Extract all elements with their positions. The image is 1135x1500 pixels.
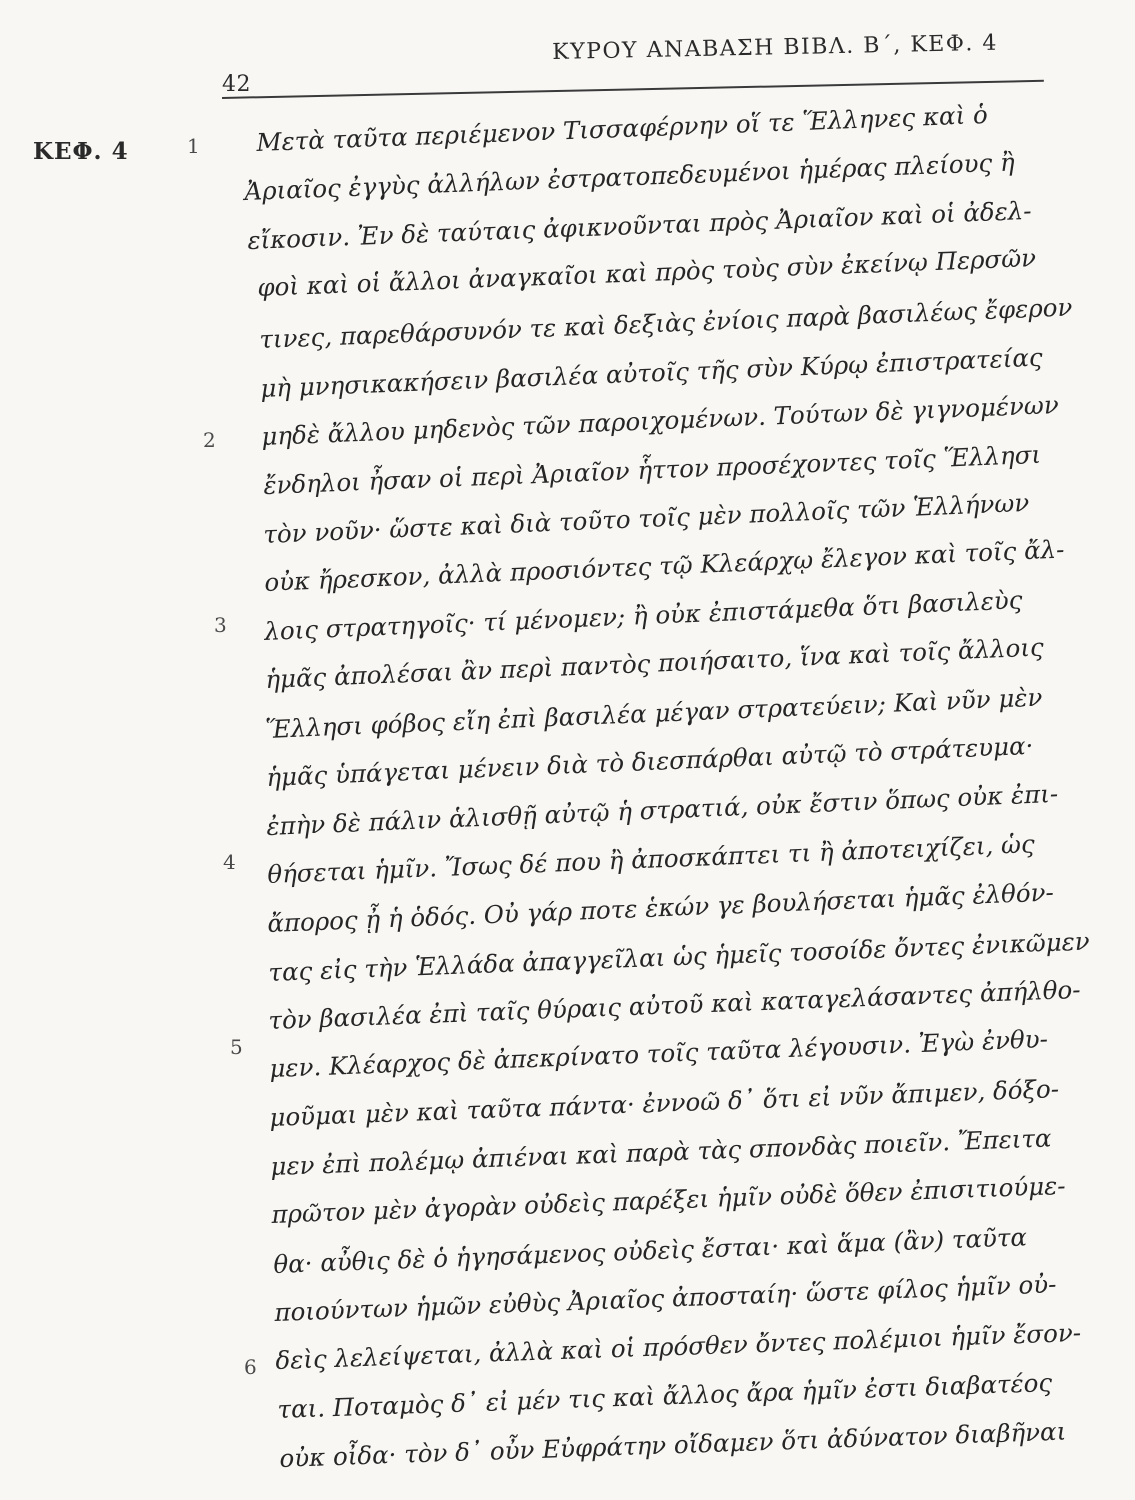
text-line: τας εἰς τὴν Ἑλλάδα ἀπαγγεῖλαι ὡς ἡμεῖς τοσοίδε ὄντες ἐνικῶμεν (267, 926, 1091, 987)
text-line: θήσεται ἡμῖν. Ἴσως δέ που ἢ ἀποσκάπτει τι ἢ ἀποτειχίζει, ὡς (266, 829, 1036, 889)
running-head: ΚΥΡΟΥ ΑΝΑΒΑΣΗ ΒΙΒΛ. Β΄, ΚΕΦ. 4 (552, 30, 999, 65)
text-line: μεν. Κλέαρχος δὲ ἀπεκρίνατο τοῖς ταῦτα λέγουσιν. Ἐγὼ ἐνθυ- (268, 1024, 1049, 1083)
text-line: θα· αὖθις δὲ ὁ ἡγησάμενος οὐδεὶς ἔσται· καὶ ἅμα (ἂν) ταῦτα (272, 1222, 1028, 1279)
text-line: εἴκοσιν. Ἐν δὲ ταύταις ἀφικνοῦνται πρὸς Ἀριαῖον καὶ οἱ ἀδελ- (246, 195, 1033, 255)
text-line: ἐπὴν δὲ πάλιν ἁλισθῇ αὐτῷ ἡ στρατιά, οὐκ ἔστιν ὅπως οὐκ ἐπι- (265, 778, 1059, 841)
text-line: λοις στρατηγοῖς· τί μένομεν; ἢ οὐκ ἐπιστάμεθα ὅτι βασιλεὺς (263, 585, 1023, 646)
text-line: τὸν νοῦν· ὥστε καὶ διὰ τοῦτο τοῖς μὲν πολλοῖς τῶν Ἑλλήνων (262, 487, 1030, 549)
page-number: 42 (222, 72, 251, 97)
section-number: 3 (214, 613, 227, 637)
text-line: μὴ μνησικακήσειν βασιλέα αὐτοῖς τῆς σὺν Κύρῳ ἐπιστρατείας (259, 342, 1044, 403)
text-line: ποιούντων ἡμῶν εὐθὺς Ἀριαῖος ἀποσταίη· ὥστε φίλος ἡμῖν οὐ- (273, 1269, 1057, 1327)
text-line: τὸν βασιλέα ἐπὶ ταῖς θύραις αὐτοῦ καὶ καταγελάσαντες ἀπήλθο- (267, 974, 1082, 1035)
text-line: τινες, παρεθάρσυνόν τε καὶ δεξιὰς ἐνίοις παρὰ βασιλέως ἔφερον (258, 292, 1073, 354)
text-line: Ἀριαῖος ἐγγὺς ἀλλήλων ἐστρατοπεδευμένοι ἡμέρας πλείους ἢ (243, 147, 1016, 206)
text-line: ἔνδηλοι ἦσαν οἱ περὶ Ἀριαῖον ἧττον προσέχοντες τοῖς Ἕλλησι (262, 439, 1042, 500)
text-line: πρῶτον μὲν ἀγορὰν οὐδεὶς παρέξει ἡμῖν οὐδὲ ὅθεν ἐπισιτιούμε- (270, 1170, 1067, 1229)
text-line: ται. Ποταμὸς δ᾽ εἰ μέν τις καὶ ἄλλος ἄρα ἡμῖν ἐστι διαβατέος (276, 1367, 1053, 1424)
text-line: φοὶ καὶ οἱ ἄλλοι ἀναγκαῖοι καὶ πρὸς τοὺς σὺν ἐκείνῳ Περσῶν (256, 243, 1037, 302)
text-line: οὐκ ἤρεσκον, ἀλλὰ προσιόντες τῷ Κλεάρχῳ ἔλεγον καὶ τοῖς ἄλ- (263, 534, 1065, 597)
text-line: Ἕλλησι φόβος εἴη ἐπὶ βασιλέα μέγαν στρατεύειν; Καὶ νῦν μὲν (264, 682, 1043, 744)
section-number: 1 (187, 134, 200, 158)
chapter-label: ΚΕΦ. 4 (33, 138, 129, 165)
text-line: μοῦμαι μὲν καὶ ταῦτα πάντα· ἐννοῶ δ᾽ ὅτι εἰ νῦν ἄπιμεν, δόξο- (268, 1074, 1060, 1132)
text-line: οὐκ οἶδα· τὸν δ᾽ οὖν Εὐφράτην οἴδαμεν ὅτι ἀδύνατον διαβῆναι (278, 1416, 1067, 1473)
section-number: 2 (203, 428, 216, 452)
section-number: 6 (244, 1355, 257, 1379)
text-line: ἡμᾶς ἀπολέσαι ἂν περὶ παντὸς ποιήσαιτο, ἵνα καὶ τοῖς ἄλλοις (264, 632, 1045, 694)
text-line: μηδὲ ἄλλου μηδενὸς τῶν παροιχομένων. Τούτων δὲ γιγνομένων (260, 390, 1060, 451)
text-line: μεν ἐπὶ πολέμῳ ἀπιέναι καὶ παρὰ τὰς σπονδὰς ποιεῖν. Ἔπειτα (269, 1123, 1052, 1181)
text-line: ἡμᾶς ὑπάγεται μένειν διὰ τὸ διεσπάρθαι αὐτῷ τὸ στράτευμα· (265, 730, 1034, 792)
text-line: ἄπορος ᾖ ἡ ὁδός. Οὐ γάρ ποτε ἑκών γε βουλήσεται ἡμᾶς ἐλθόν- (266, 877, 1055, 938)
text-line: Μετὰ ταῦτα περιέμενον Τισσαφέρνην οἵ τε Ἕλληνες καὶ ὁ (255, 99, 989, 157)
section-number: 4 (223, 850, 236, 874)
section-number: 5 (230, 1035, 243, 1059)
text-line: δεὶς λελείψεται, ἀλλὰ καὶ οἱ πρόσθεν ὄντες πολέμιοι ἡμῖν ἔσον- (274, 1317, 1082, 1375)
